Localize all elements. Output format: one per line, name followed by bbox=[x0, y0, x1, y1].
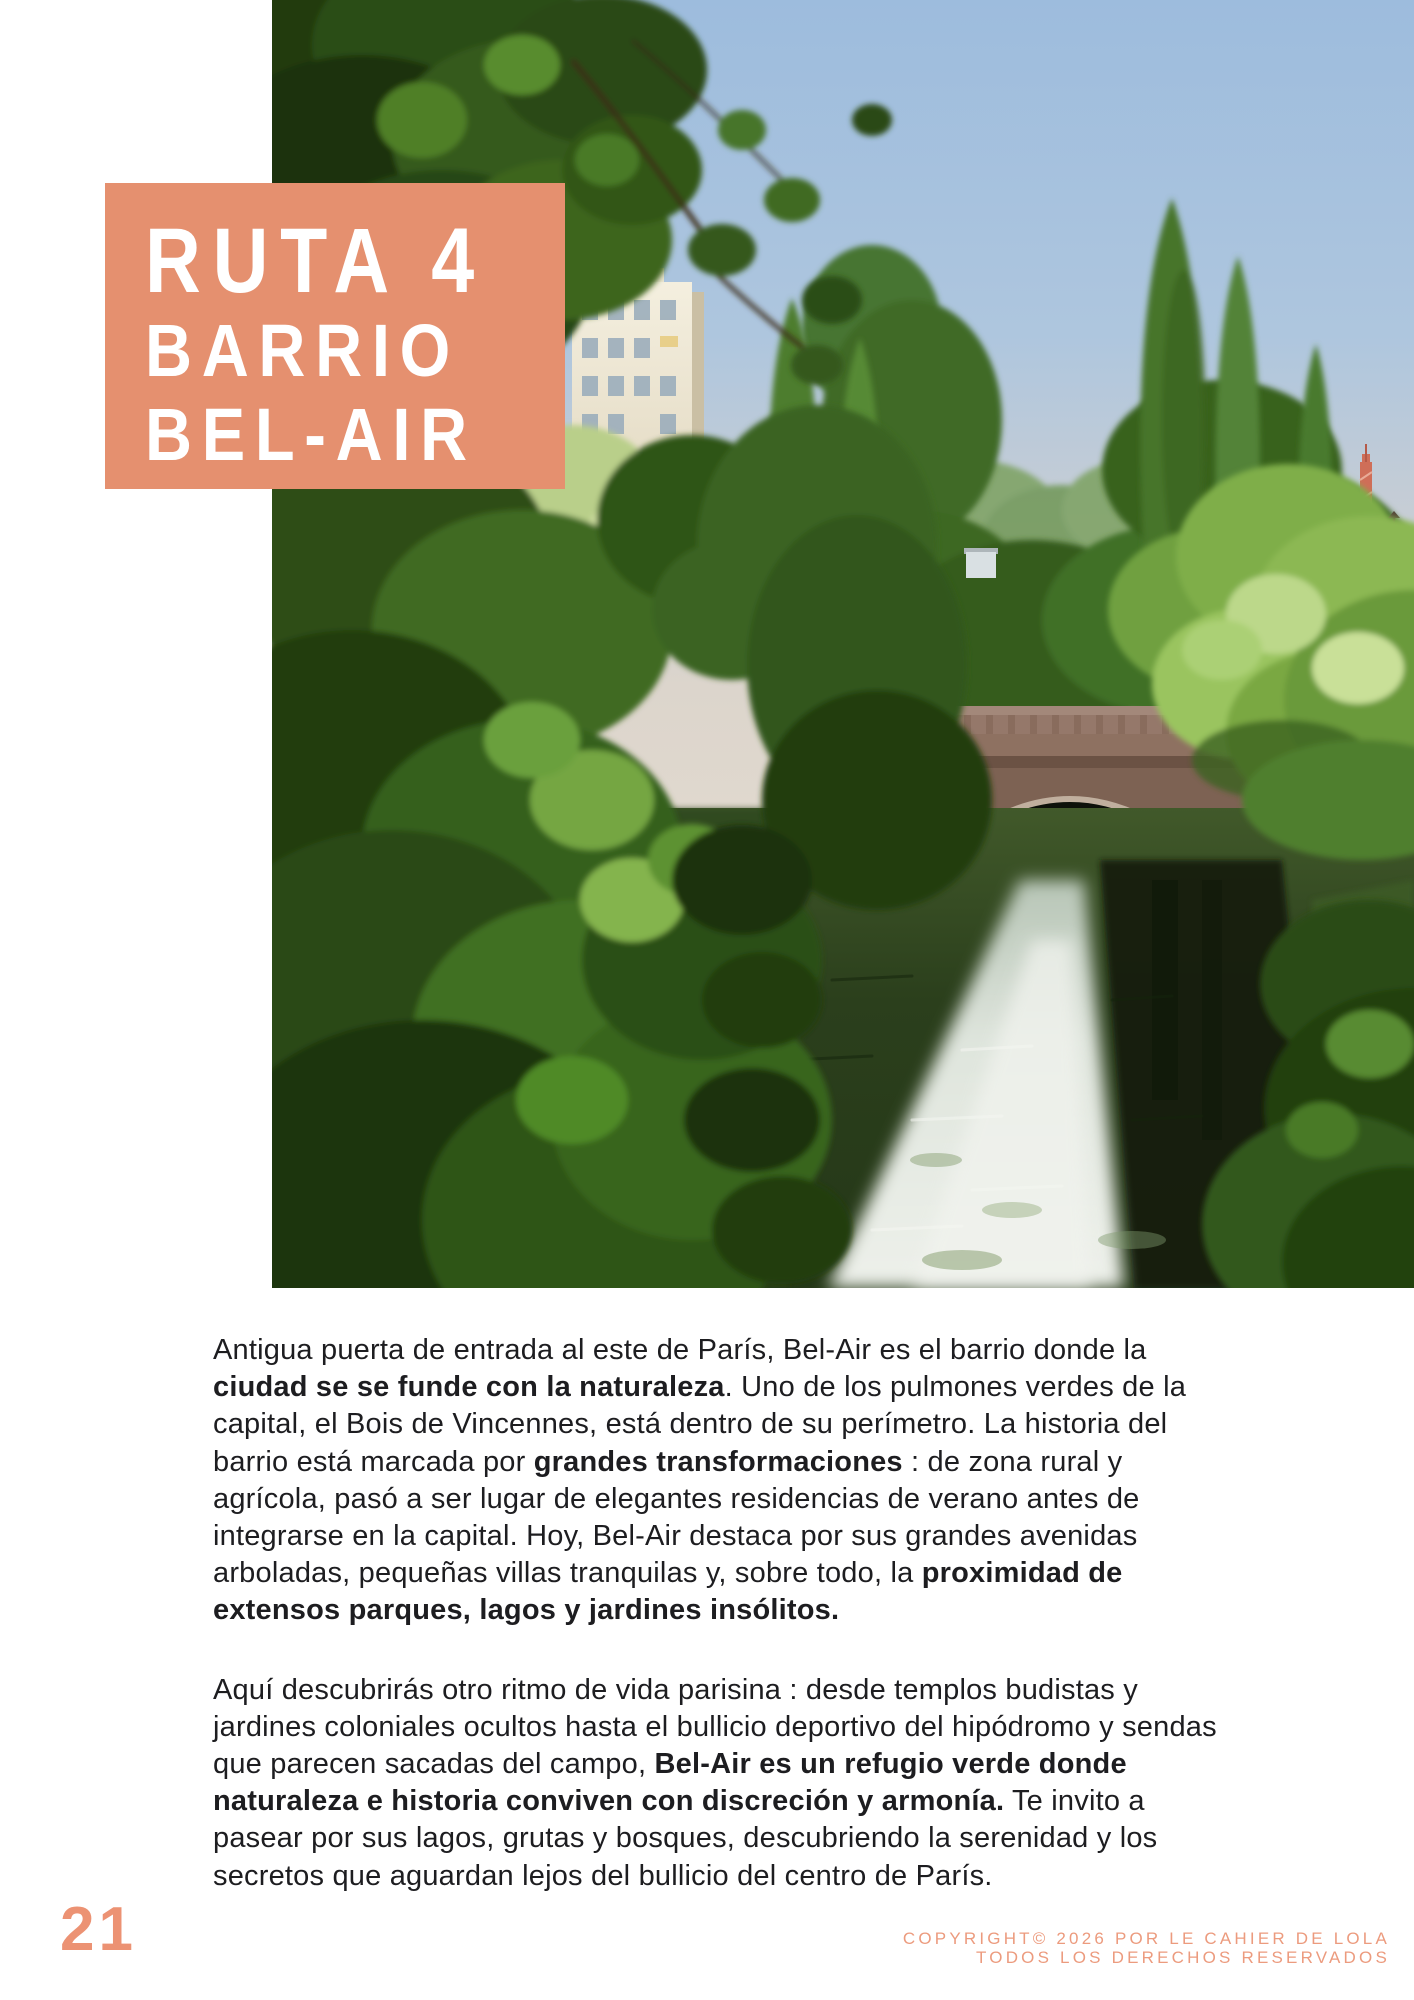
intro-paragraph-1: Antigua puerta de entrada al este de París, Bel-Air es el barrio donde la ciudad se se funde con la naturaleza. Uno de los pulmones verdes de la capital, el Bois de Vincennes, está dentro de su perímetro. La historia del barrio está marcada por grandes transformaciones : de zona rural y agrícola, pasó a ser lugar de elegantes residencias de verano antes de integrarse en la capital. Hoy, Bel-Air destaca por sus grandes avenidas arboladas, pequeñas villas tranquilas y, sobre todo, la proximidad de extensos parques, lagos y jardines insólitos. bbox=[213, 1334, 1187, 1627]
distant-white-building bbox=[964, 548, 998, 578]
route-title-block bbox=[105, 183, 565, 489]
page-number: 21 bbox=[60, 1895, 137, 1964]
intro-text bbox=[213, 1332, 1218, 1937]
copyright-line-2: TODOS LOS DERECHOS RESERVADOS bbox=[976, 1948, 1390, 1967]
copyright-notice bbox=[903, 1929, 1390, 1967]
copyright-line-1: COPYRIGHT© 2026 POR LE CAHIER DE LOLA bbox=[902, 1929, 1390, 1948]
route-area-line1: BARRIO bbox=[145, 309, 460, 392]
route-area-line2: BEL-AIR bbox=[145, 393, 477, 476]
route-number-title: RUTA 4 bbox=[145, 210, 487, 312]
intro-paragraph-2: Aquí descubrirás otro ritmo de vida parisina : desde templos budistas y jardines coloniales ocultos hasta el bullicio deportivo del hipódromo y sendas que parecen sacadas del campo, Bel-Air es un refugio verde donde naturaleza e historia conviven con discreción y armonía. Te invito a pasear por sus lagos, grutas y bosques, descubriendo la serenidad y los secretos que aguardan lejos del bullicio del centro de París. bbox=[213, 1673, 1217, 1892]
